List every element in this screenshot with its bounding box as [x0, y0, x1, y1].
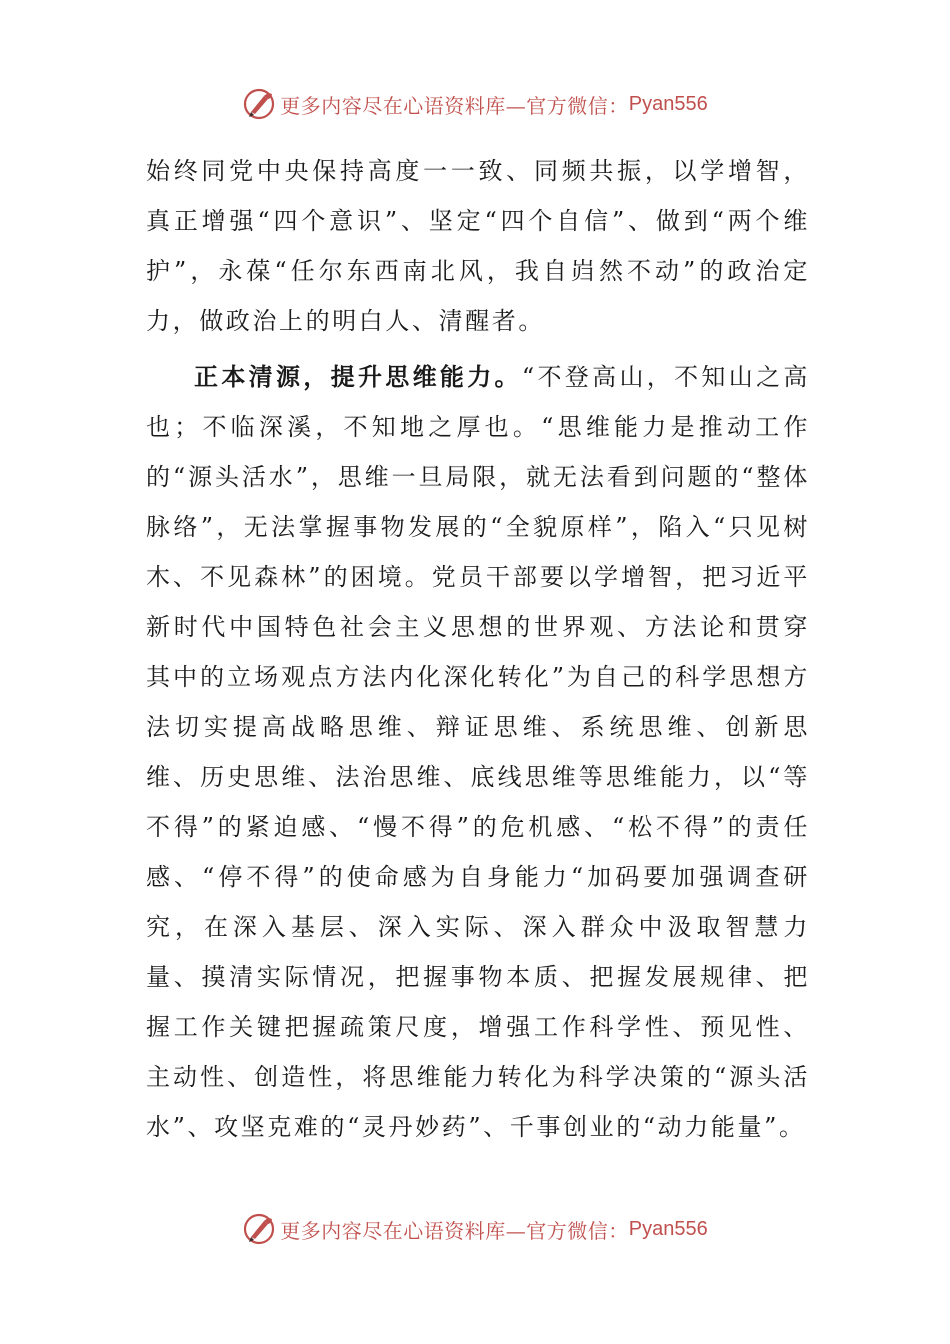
paragraph-2-heading: 正本清源，提升思维能力。	[194, 363, 522, 391]
header-wechat-handle: Pyan556	[628, 92, 708, 115]
quill-pen-logo-icon	[242, 1212, 276, 1246]
paragraph-2	[146, 352, 810, 1152]
footer-slogan: 更多内容尽在心语资料库—官方微信：	[280, 1218, 629, 1243]
paragraph-1: 始终同党中央保持高度一一致、同频共振，以学增智，真正增强“四个意识”、坚定“四个自信”、做到“两个维护”，永葆“任尔东西南北风，我自岿然不动”的政治定力，做政治上的明白人、清醒者。	[146, 157, 810, 335]
footer-wechat-handle: Pyan556	[628, 1217, 708, 1240]
quill-pen-logo-icon	[242, 87, 276, 121]
paragraph-2-text: “不登高山，不知山之高也；不临深溪，不知地之厚也。“思维能力是推动工作的“源头活水”，思维一旦局限，就无法看到问题的“整体脉络”，无法掌握事物发展的“全貌原样”，陷入“只见树木、不见森林”的困境。党员干部要以学增智，把习近平新时代中国特色社会主义思想的世界观、方法论和贯穿其中的立场观点方法内化深化转化”为自己的科学思想方法切实提高战略思维、辩证思维、系统思维、创新思维、历史思维、法治思维、底线思维等思维能力，以“等不得”的紧迫感、“慢不得”的危机感、“松不得”的责任感、“停不得”的使命感为自身能力“加码要加强调查研究，在深入基层、深入实际、深入群众中汲取智慧力量、摸清实际情况，把握事物本质、把握发展规律、把握工作关键把握疏策尺度，增强工作科学性、预见性、主动性、创造性，将思维能力转化为科学决策的“源头活水”、攻坚克难的“灵丹妙药”、千事创业的“动力能量”。	[146, 363, 810, 1141]
document-body	[146, 146, 810, 1152]
header-banner	[0, 84, 950, 124]
footer-banner	[0, 1209, 950, 1249]
header-slogan: 更多内容尽在心语资料库—官方微信：	[280, 93, 629, 118]
